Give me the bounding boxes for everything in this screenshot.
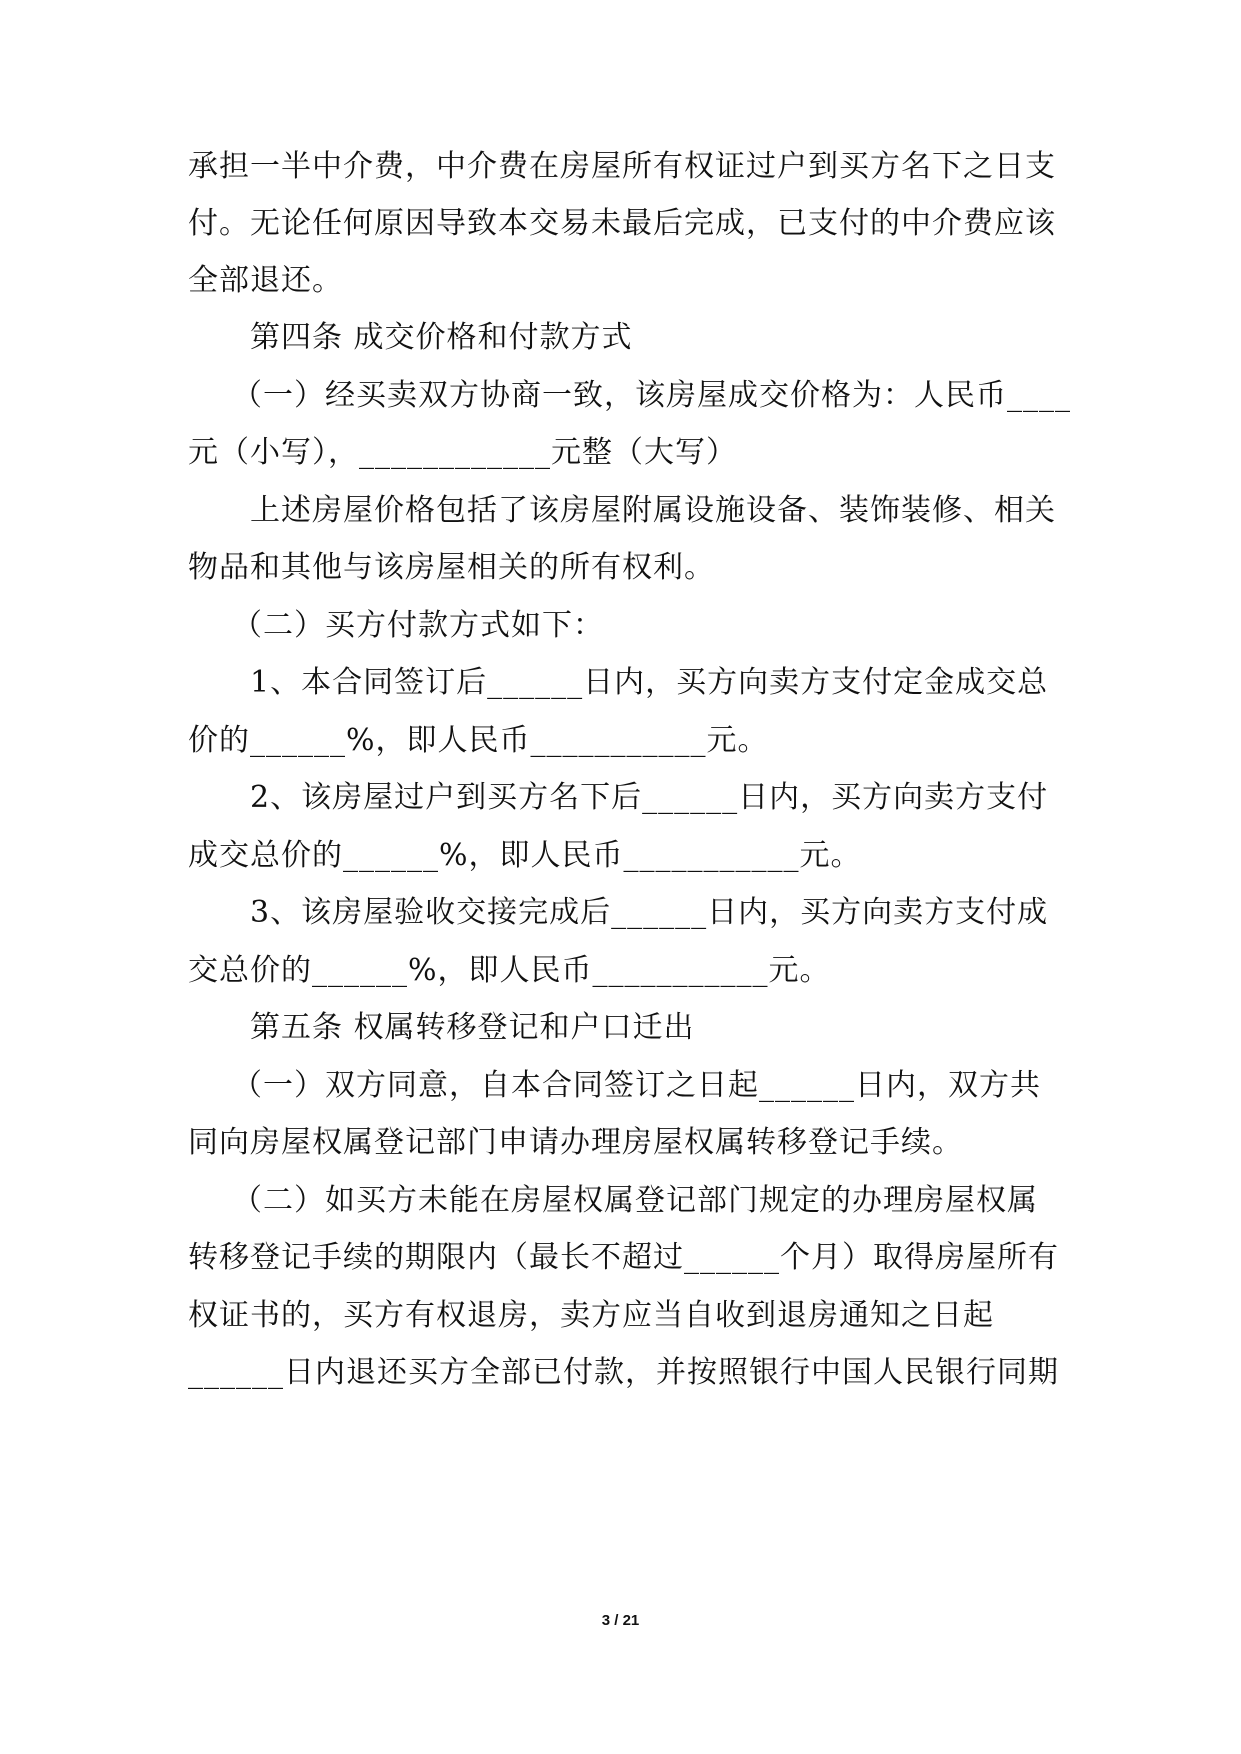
text-line: （二）如买方未能在房屋权属登记部门规定的办理房屋权属 — [232, 1183, 1038, 1218]
text-line: 元（小写），____________元整（大写） — [188, 435, 737, 470]
text-line: 成交总价的______%，即人民币___________元。 — [188, 838, 862, 873]
text-line: （一）经买卖双方协商一致，该房屋成交价格为：人民币____ — [232, 378, 1071, 413]
text-line: 价的______%，即人民币___________元。 — [188, 723, 769, 758]
section-heading: 第四条 成交价格和付款方式 — [250, 320, 633, 355]
text-line: 同向房屋权属登记部门申请办理房屋权属转移登记手续。 — [188, 1125, 963, 1160]
text-line: 承担一半中介费，中介费在房屋所有权证过户到买方名下之日支 — [188, 149, 1056, 184]
text-line: 2、该房屋过户到买方名下后______日内，买方向卖方支付 — [250, 780, 1049, 815]
text-line: （一）双方同意，自本合同签订之日起______日内，双方共 — [232, 1068, 1041, 1103]
text-line: 交总价的______%，即人民币___________元。 — [188, 953, 831, 988]
text-line: 转移登记手续的期限内（最长不超过______个月）取得房屋所有 — [188, 1240, 1059, 1275]
page-number: 3 / 21 — [601, 1612, 640, 1629]
text-line: 物品和其他与该房屋相关的所有权利。 — [188, 550, 715, 585]
text-line: 3、该房屋验收交接完成后______日内，买方向卖方支付成 — [250, 895, 1049, 930]
text-line: ______日内退还买方全部已付款，并按照银行中国人民银行同期 — [188, 1355, 1059, 1390]
text-line: 全部退还。 — [188, 263, 343, 298]
text-line: 付。无论任何原因导致本交易未最后完成，已支付的中介费应该 — [188, 206, 1056, 241]
text-line: 1、本合同签订后______日内，买方向卖方支付定金成交总 — [250, 665, 1049, 700]
section-heading: 第五条 权属转移登记和户口迁出 — [250, 1010, 695, 1045]
text-line: 权证书的，买方有权退房，卖方应当自收到退房通知之日起 — [188, 1298, 994, 1333]
text-line: 上述房屋价格包括了该房屋附属设施设备、装饰装修、相关 — [250, 493, 1056, 528]
text-line: （二）买方付款方式如下： — [232, 608, 604, 643]
